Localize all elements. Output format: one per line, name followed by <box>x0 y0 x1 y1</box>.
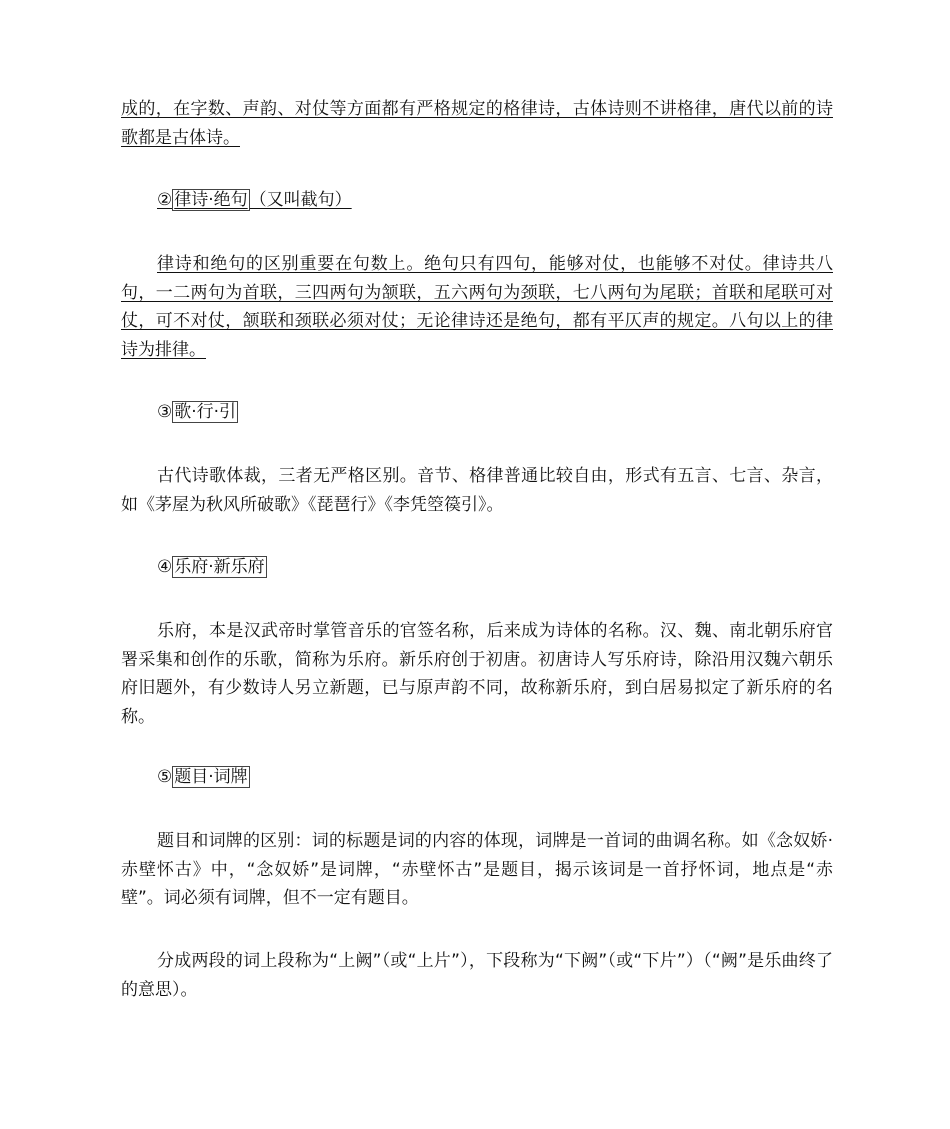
que-text: 分成两段的词上段称为“上阙”（或“上片”），下段称为“下阙”（或“下片”）（“阙”是乐曲终了的意思）。 <box>121 951 833 1000</box>
section-5-title: 题目·词牌 <box>174 767 248 787</box>
section-4-text: 乐府，本是汉武帝时掌管音乐的官签名称，后来成为诗体的名称。汉、魏、南北朝乐府官署采集和创作的乐歌，简称为乐府。新乐府创于初唐。初唐诗人写乐府诗，除沿用汉魏六朝乐府旧题外，有少数诗人另立新题，已与原声韵不同，故称新乐府，到白居易拟定了新乐府的名称。 <box>121 621 833 727</box>
section-3-number: ③ <box>157 402 173 422</box>
section-4-number: ④ <box>157 557 173 577</box>
section-2-heading-text <box>157 189 352 211</box>
section-5-number: ⑤ <box>157 767 173 787</box>
section-5-text: 题目和词牌的区别：词的标题是词的内容的体现，词牌是一首词的曲调名称。如《念奴娇·赤壁怀古》中，“念奴娇”是词牌，“赤壁怀古”是题目，揭示该词是一首抒怀词，地点是“赤壁”。词必须有词牌，但不一定有题目。 <box>121 831 833 908</box>
section-2-text: 律诗和绝句的区别重要在句数上。绝句只有四句，能够对仗，也能够不对仗。律诗共八句，一二两句为首联，三四两句为颔联，五六两句为颈联，七八两句为尾联；首联和尾联可对仗，可不对仗，颔联和颈联必须对仗；无论律诗还是绝句，都有平仄声的规定。八句以上的律诗为排律。 <box>121 254 833 360</box>
section-3-paragraph <box>121 462 833 519</box>
intro-text: 成的，在字数、声韵、对仗等方面都有严格规定的格律诗，古体诗则不讲格律，唐代以前的诗歌都是古体诗。 <box>121 99 833 148</box>
section-heading-5 <box>157 764 250 790</box>
section-heading-4 <box>157 554 267 580</box>
section-heading-3 <box>157 399 238 425</box>
section-heading-2 <box>157 187 352 213</box>
section-2-paragraph <box>121 250 833 364</box>
section-4-paragraph <box>121 617 833 731</box>
section-4-title: 乐府·新乐府 <box>174 557 265 577</box>
section-3-title: 歌·行·引 <box>174 402 237 422</box>
intro-paragraph <box>121 95 833 152</box>
section-3-text: 古代诗歌体裁，三者无严格区别。音节、格律普通比较自由，形式有五言、七言、杂言，如《茅屋为秋风所破歌》《琵琶行》《李凭箜篌引》。 <box>121 466 833 515</box>
section-2-number: ② <box>157 190 173 210</box>
section-2-title: 律诗·绝句 <box>174 190 248 210</box>
section-2-subtitle: （又叫截句） <box>249 190 352 210</box>
section-5-paragraph <box>121 827 833 913</box>
que-paragraph <box>121 947 833 1004</box>
